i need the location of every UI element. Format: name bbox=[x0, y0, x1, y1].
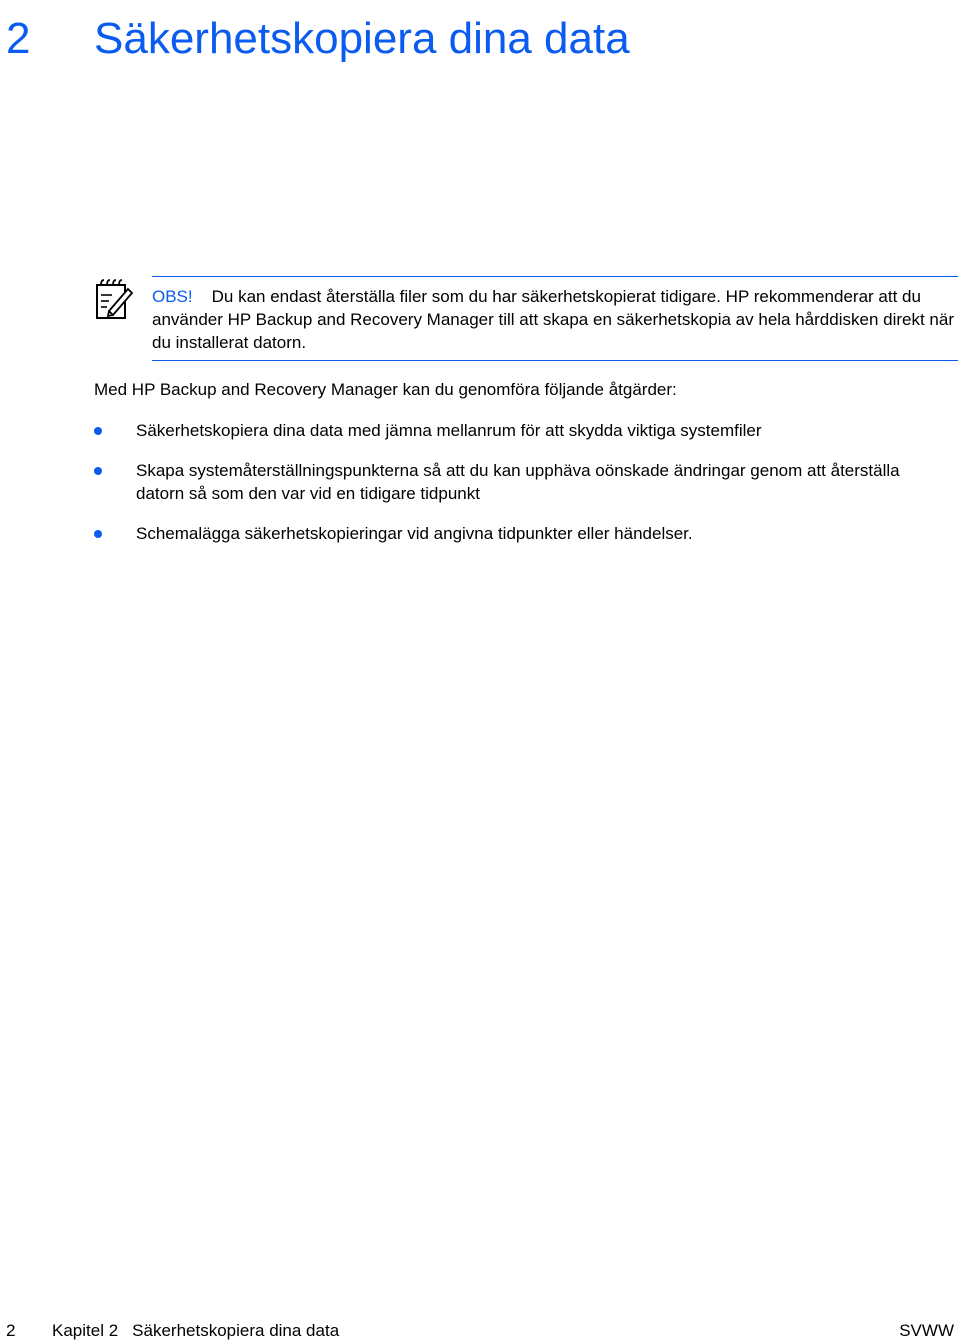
chapter-number: 2 bbox=[6, 14, 31, 63]
note-label: OBS! bbox=[152, 287, 193, 306]
note-text bbox=[152, 285, 958, 354]
note-body: Du kan endast återställa filer som du har säkerhetskopierat tidigare. HP rekommenderar att du använder HP Backup and Recovery Manager till att skapa en säkerhetskopia av hela hårddisken direkt när du installerat datorn. bbox=[152, 287, 954, 352]
bullet-icon bbox=[94, 530, 102, 538]
feature-list bbox=[94, 419, 934, 545]
intro-paragraph: Med HP Backup and Recovery Manager kan du genomföra följande åtgärder: bbox=[94, 380, 677, 399]
chapter-title-text: Säkerhetskopiera dina data bbox=[94, 14, 630, 63]
bullet-icon bbox=[94, 427, 102, 435]
footer-chapter bbox=[52, 1319, 339, 1343]
list-item-text: Säkerhetskopiera dina data med jämna mellanrum för att skydda viktiga systemfiler bbox=[136, 421, 762, 440]
chapter-title bbox=[6, 12, 630, 66]
list-item bbox=[94, 419, 934, 442]
list-item bbox=[94, 522, 934, 545]
note-pencil-icon bbox=[94, 278, 134, 320]
note-bottom-rule bbox=[152, 360, 958, 361]
list-item bbox=[94, 459, 934, 505]
footer-chapter-label: Kapitel 2 bbox=[52, 1321, 119, 1340]
list-item-text: Skapa systemåterställningspunkterna så att du kan upphäva oönskade ändringar genom att återställa datorn så som den var vid en tidigare tidpunkt bbox=[136, 461, 900, 503]
bullet-icon bbox=[94, 467, 102, 475]
footer-page-number: 2 bbox=[6, 1321, 16, 1340]
note-top-rule bbox=[152, 276, 958, 277]
list-item-text: Schemalägga säkerhetskopieringar vid angivna tidpunkter eller händelser. bbox=[136, 524, 693, 543]
footer-chapter-title: Säkerhetskopiera dina data bbox=[132, 1321, 340, 1340]
footer-doc-code: SVWW bbox=[899, 1321, 954, 1340]
page-footer bbox=[6, 1319, 954, 1343]
